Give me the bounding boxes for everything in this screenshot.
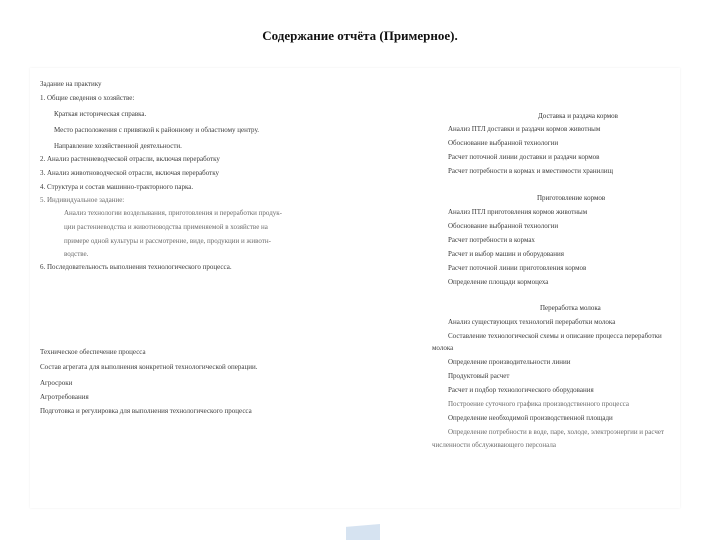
- text-line: 5. Индивидуальное задание:: [40, 196, 125, 204]
- text-line: Расчет потребности в кормах: [448, 236, 535, 244]
- text-line: Краткая историческая справка.: [54, 110, 147, 118]
- text-line: Продуктовый расчет: [448, 372, 510, 380]
- text-line: молока: [432, 344, 454, 352]
- section-heading: Переработка молока: [540, 304, 601, 312]
- text-line: Составление технологической схемы и описание процесса переработки: [448, 332, 662, 340]
- section-heading: Приготовление кормов: [537, 194, 606, 202]
- text-line: Обоснование выбранной технологии: [448, 222, 559, 230]
- text-line: Анализ ПТЛ доставки и раздачи кормов животным: [448, 125, 601, 133]
- text-line: Определение производительности линии: [448, 358, 571, 366]
- text-line: Анализ ПТЛ приготовления кормов животным: [448, 208, 588, 216]
- text-line: Расчет поточной линии доставки и раздачи кормов: [448, 153, 600, 161]
- text-line: примере одной культуры и рассмотрение, виде, продукции и животн-: [64, 237, 271, 245]
- text-line: Анализ технологии возделывания, приготовления и переработки продук-: [64, 209, 283, 217]
- text-line: Расчет потребности в кормах и вместимости хранилищ: [448, 167, 613, 175]
- text-line: численности обслуживающего персонала: [432, 441, 556, 449]
- text-line: Построение суточного графика производственного процесса: [448, 400, 629, 408]
- text-line: Техническое обеспечение процесса: [40, 348, 146, 356]
- document-scan: [30, 68, 680, 508]
- text-line: Подготовка и регулировка для выполнения технологического процесса: [40, 407, 252, 415]
- text-line: 1. Общие сведения о хозяйстве:: [40, 94, 135, 102]
- text-line: 2. Анализ растениеводческой отрасли, включая переработку: [40, 155, 220, 163]
- section-heading: Доставка и раздача кормов: [538, 112, 618, 120]
- text-line: Агросроки: [40, 379, 73, 387]
- text-line: Расчет поточной линии приготовления кормов: [448, 264, 587, 272]
- text-line: Анализ существующих технологий переработки молока: [448, 318, 616, 326]
- slide-footer-shape: [346, 524, 380, 540]
- text-line: Агротребования: [40, 393, 89, 401]
- text-line: 6. Последовательность выполнения технологического процесса.: [40, 263, 232, 271]
- text-line: 4. Структура и состав машинно-тракторного парка.: [40, 183, 194, 191]
- text-line: Расчет и подбор технологического оборудования: [448, 386, 594, 394]
- text-line: Определение необходимой производственной площади: [448, 414, 613, 422]
- text-line: водстве.: [64, 250, 89, 258]
- text-line: Направление хозяйственной деятельности.: [54, 142, 182, 150]
- text-line: Задание на практику: [40, 80, 102, 88]
- text-line: Состав агрегата для выполнения конкретной технологической операции.: [40, 363, 258, 371]
- slide-title: Содержание отчёта (Примерное).: [262, 28, 458, 43]
- text-line: 3. Анализ животноводческой отрасли, включая переработку: [40, 169, 220, 177]
- text-line: Определение площади кормоцеха: [448, 278, 549, 286]
- text-line: ции растениеводства и животноводства применяемой в хозяйстве на: [64, 223, 268, 231]
- text-line: Обоснование выбранной технологии: [448, 139, 559, 147]
- text-line: Определение потребности в воде, паре, холоде, электроэнергии и расчет: [448, 428, 665, 436]
- text-line: Место расположения с привязкой к районному и областному центру.: [54, 126, 260, 134]
- text-line: Расчет и выбор машин и оборудования: [448, 250, 564, 258]
